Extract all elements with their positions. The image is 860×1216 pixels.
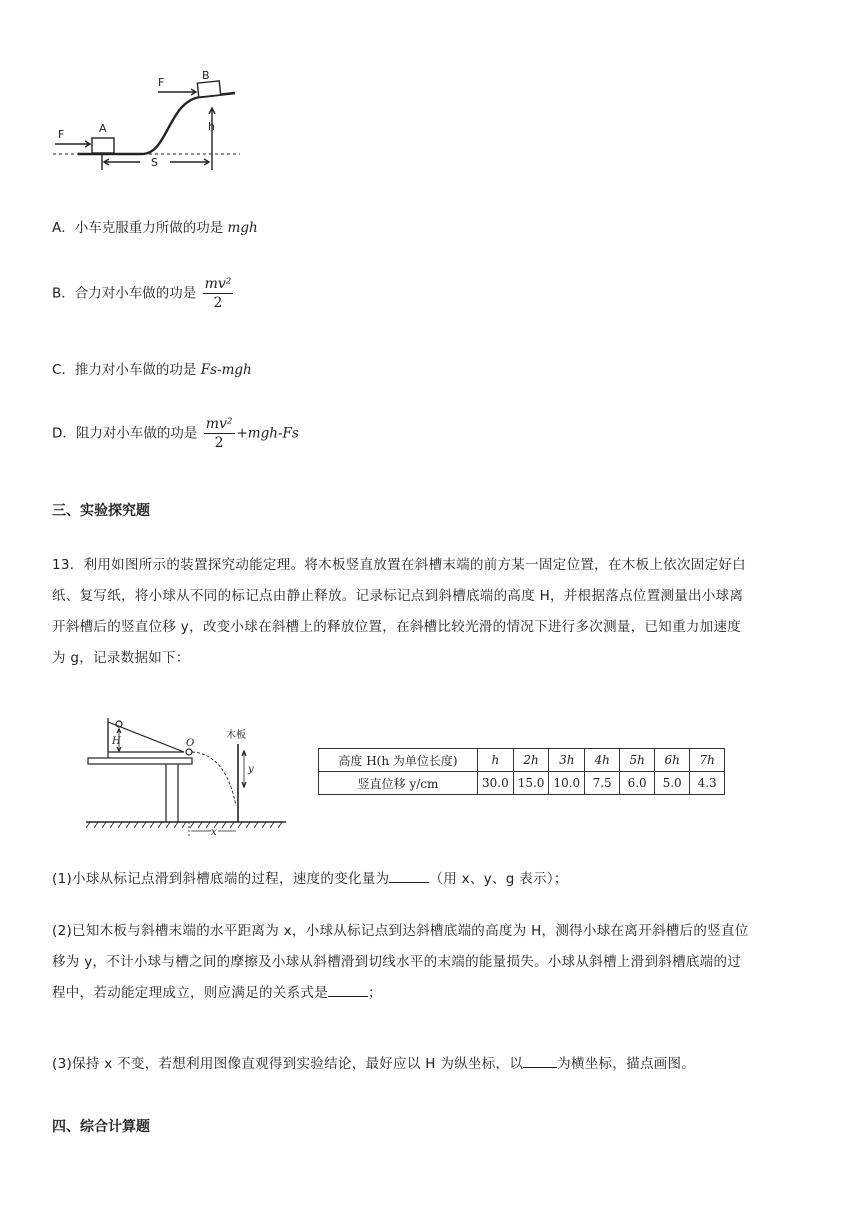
data-table (318, 748, 725, 795)
cart-b-label: B (202, 69, 210, 82)
force-label-a: F (58, 128, 65, 141)
table-cell: 3h (549, 749, 585, 772)
option-c-expr: Fs-mgh (200, 362, 252, 378)
answer-blank-1[interactable] (389, 868, 429, 883)
cart-a-label: A (99, 122, 107, 135)
answer-blank-2[interactable] (328, 982, 368, 997)
option-b-fraction: $\frac{\text{mv²}}{2}$ (204, 276, 232, 311)
table-cell: 30.0 (478, 772, 514, 795)
answer-blank-3[interactable] (523, 1053, 557, 1068)
table-row (319, 749, 725, 772)
sub-question-2: (2)已知木板与斜槽末端的水平距离为 x，小球从标记点到达斜槽底端的高度为 H，测得小球在离开斜槽后的竖直位 移为 y，不计小球与槽之间的摩擦及小球从斜槽滑到切线水平的末端的能量损失。小球从斜槽上滑到斜槽底端的过 程中，若动能定理成立，则应满足的关系式是 ； (52, 923, 749, 1001)
sub-question-1: (1)小球从标记点滑到斜槽底端的过程，速度的变化量为 （用 x、y、g 表示）； (52, 864, 812, 895)
origin-o-label: O (186, 738, 195, 749)
height-h-label: H (112, 736, 121, 747)
option-d-expr: +mgh-Fs (236, 425, 299, 442)
question-13-stem: 13．利用如图所示的装置探究动能定理。将木板竖直放置在斜槽末端的前方某一固定位置，在木板上依次固定好白 纸、复写纸，将小球从不同的标记点由静止释放。记录标记点到斜槽底端的高度 H，并根据落点位置测量出小球离 开斜槽后的竖直位移 y，改变小球在斜槽上的释放位置，在斜槽比较光滑的情况下进行多次测量，已知重力加速度 为 g，记录数据如下： (52, 557, 746, 666)
table-cell: 5h (620, 749, 655, 772)
section-heading-3: 三、实验探究题 (52, 503, 150, 519)
table-header-cell: 高度 H(h 为单位长度) (319, 749, 478, 772)
force-label-b: F (158, 76, 165, 89)
table-cell: 10.0 (549, 772, 585, 795)
sub-question-3: (3)保持 x 不变，若想利用图像直观得到实验结论，最好应以 H 为纵坐标，以 为横坐标，描点画图。 (52, 1049, 812, 1080)
height-label: h (208, 120, 215, 133)
table-cell: 15.0 (513, 772, 549, 795)
option-a: A．小车克服重力所做的功是 mgh (52, 220, 258, 236)
table-cell: 4.3 (690, 772, 725, 795)
table-cell: 7.5 (585, 772, 620, 795)
option-c: C．推力对小车做的功是 Fs-mgh (52, 362, 252, 378)
table-cell: 2h (513, 749, 549, 772)
table-cell: 7h (690, 749, 725, 772)
table-row (319, 772, 725, 795)
horizontal-x-label: x (211, 827, 217, 838)
option-b: B．合力对小车做的功是 $\frac{\text{mv²}}{2}$ (52, 276, 232, 311)
apparatus-figure (86, 714, 286, 838)
table-cell: 6.0 (620, 772, 655, 795)
option-d: D．阻力对小车做的功是 $\frac{\text{mv²}}{2}$ +mgh-Fs (52, 416, 299, 451)
table-cell: 6h (655, 749, 690, 772)
distance-label: S (151, 156, 158, 169)
table-cell: h (478, 749, 514, 772)
table-cell: 5.0 (655, 772, 690, 795)
vertical-y-label: y (248, 764, 254, 775)
table-cell: 4h (585, 749, 620, 772)
option-a-expr: mgh (227, 220, 258, 236)
table-header-cell: 竖直位移 y/cm (319, 772, 478, 795)
option-d-fraction: $\frac{\text{mv²}}{2}$ (205, 416, 233, 451)
slope-figure (50, 62, 250, 177)
section-heading-4: 四、综合计算题 (52, 1119, 150, 1135)
board-label: 木板 (226, 730, 246, 741)
